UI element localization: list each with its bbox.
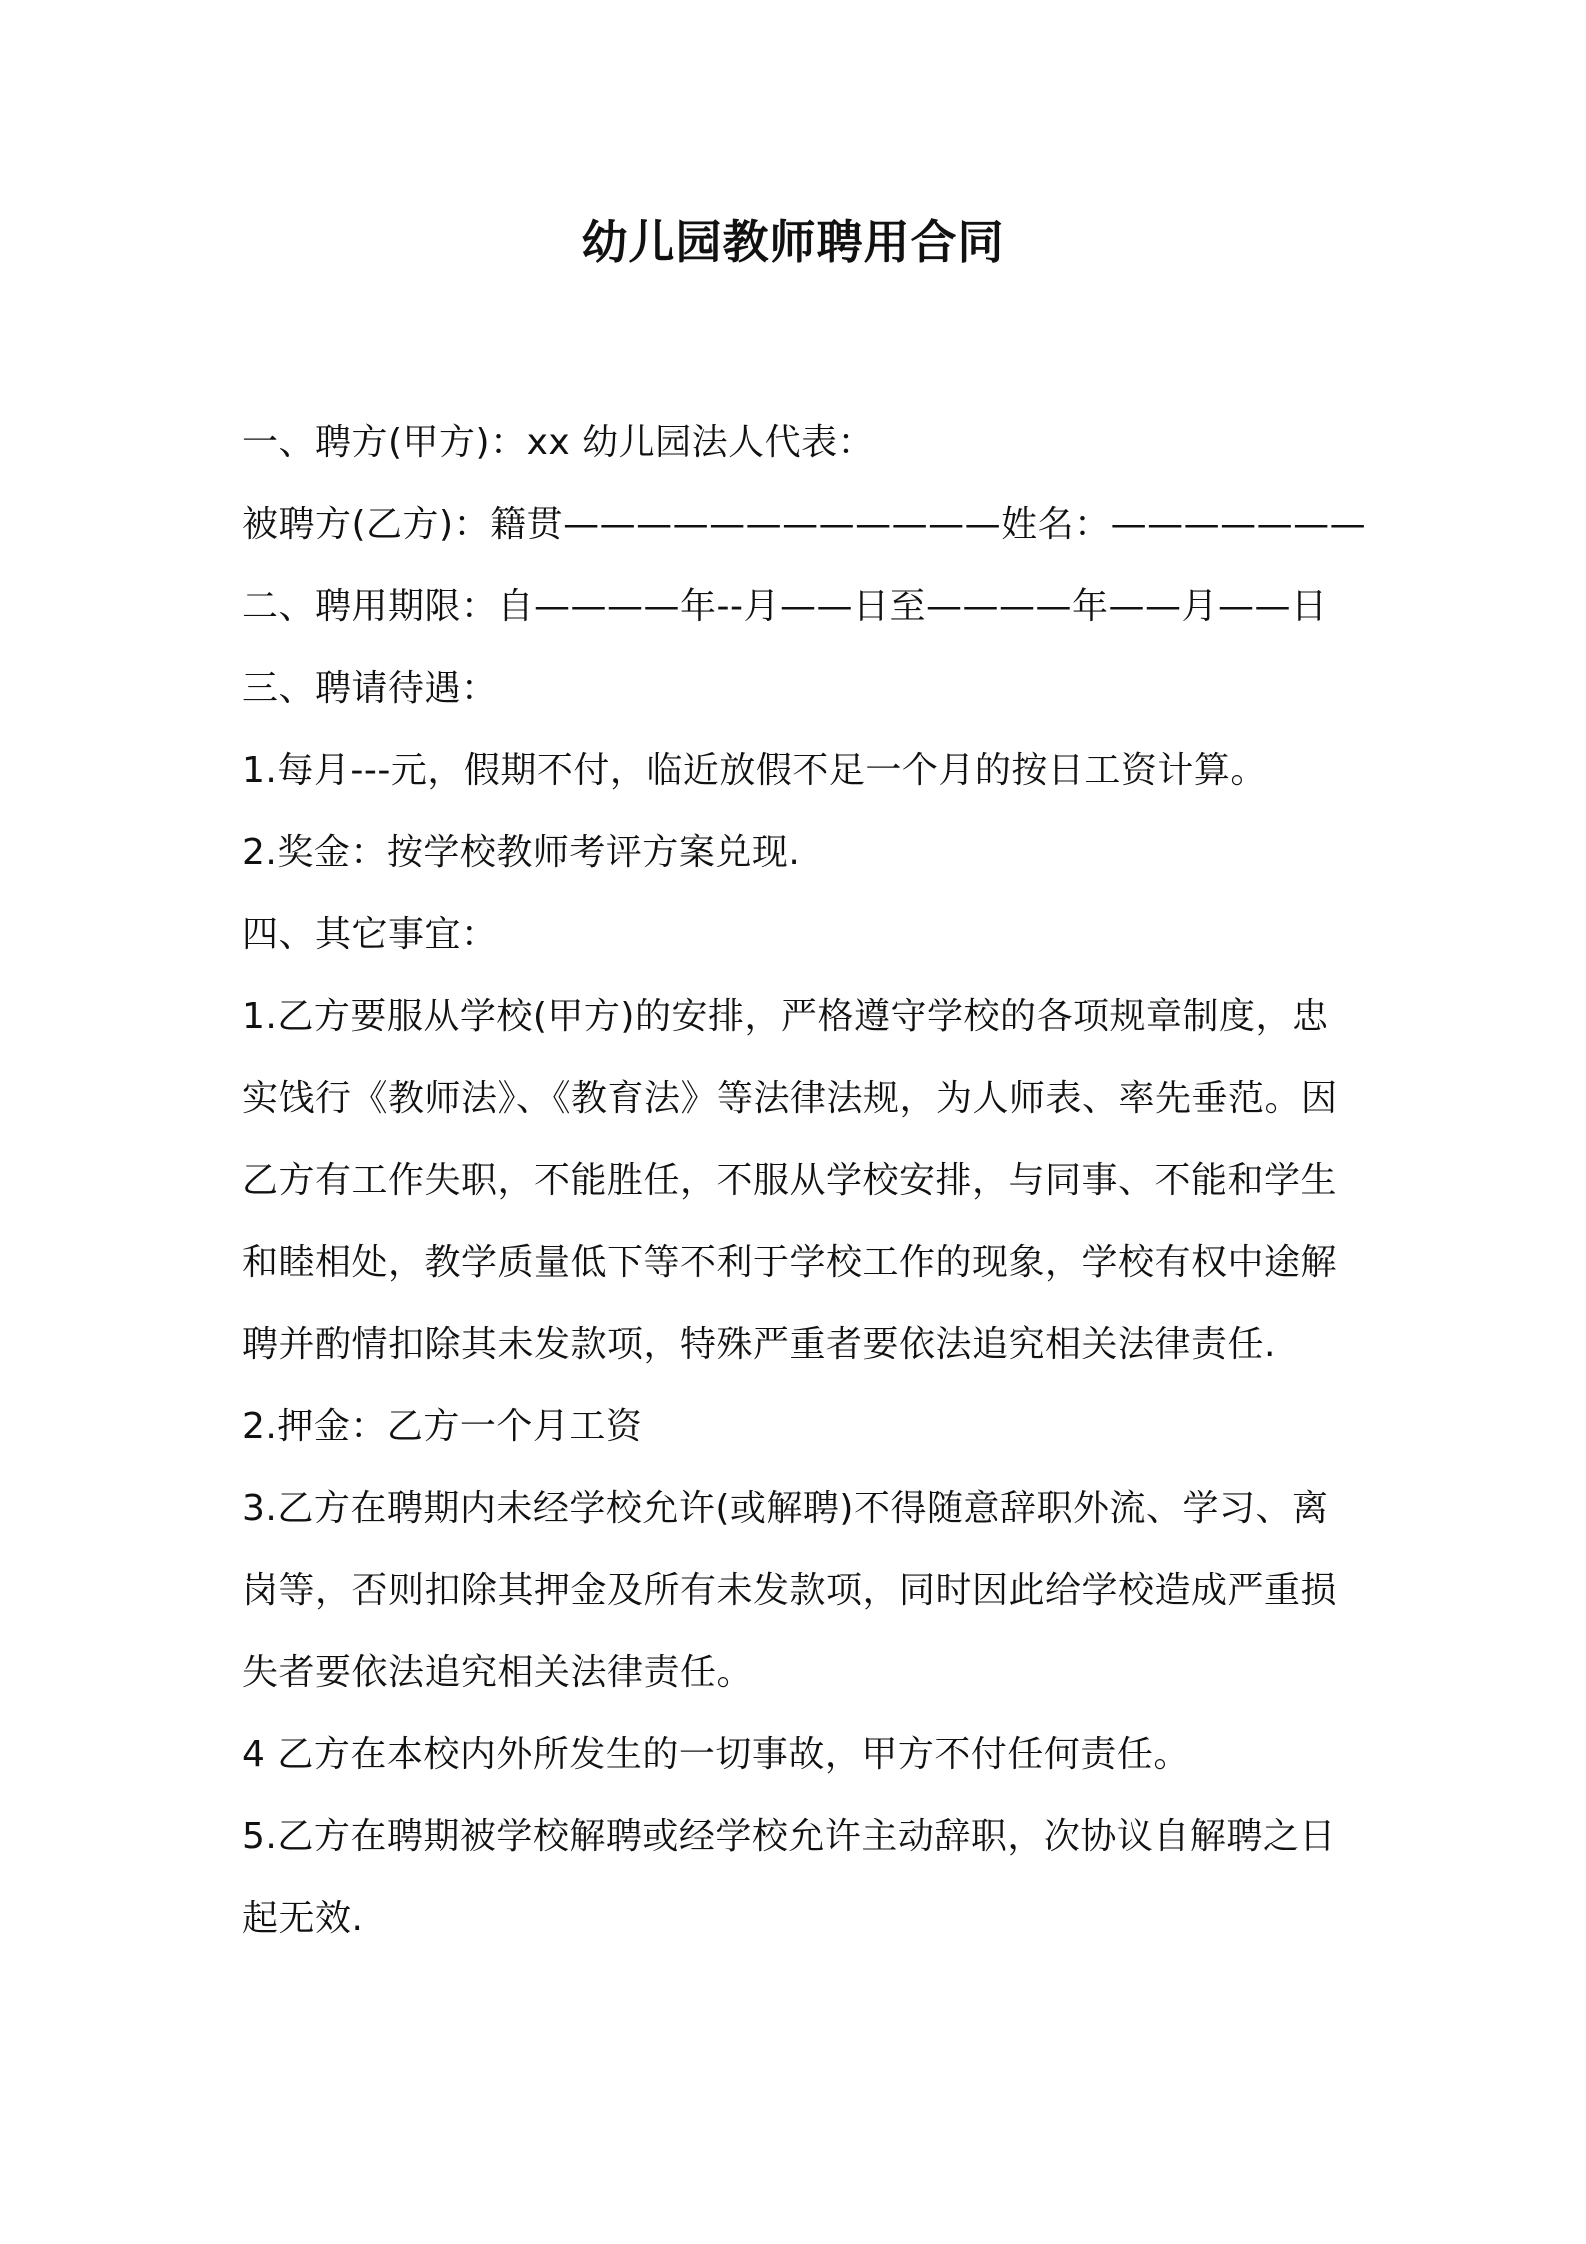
paragraph-line: 和睦相处，教学质量低下等不利于学校工作的现象，学校有权中途解	[242, 1242, 1338, 1283]
paragraph-line: 实饯行《教师法》、《教育法》等法律法规，为人师表、率先垂范。因	[242, 1078, 1338, 1119]
section-heading: 三、聘请待遇：	[242, 668, 498, 709]
paragraph-line: 2.押金：乙方一个月工资	[242, 1406, 643, 1447]
paragraph-line: 起无效.	[242, 1898, 364, 1939]
section-heading: 四、其它事宜：	[242, 914, 498, 955]
paragraph-line: 岗等，否则扣除其押金及所有未发款项，同时因此给学校造成严重损	[242, 1570, 1338, 1611]
paragraph-line: 乙方有工作失职，不能胜任，不服从学校安排，与同事、不能和学生	[242, 1160, 1338, 1201]
paragraph-line: 1.乙方要服从学校(甲方)的安排，严格遵守学校的各项规章制度，忠	[242, 996, 1329, 1037]
party-b-line: 被聘方(乙方)：籍贯————————————姓名：———————	[242, 504, 1367, 545]
paragraph-line: 聘并酌情扣除其未发款项，特殊严重者要依法追究相关法律责任.	[242, 1324, 1276, 1365]
party-a-line: 一、聘方(甲方)：xx 幼儿园法人代表：	[242, 422, 875, 463]
term-line: 二、聘用期限：自————年--月——日至————年——月——日	[242, 586, 1328, 627]
paragraph-line: 4 乙方在本校内外所发生的一切事故，甲方不付任何责任。	[242, 1734, 1190, 1775]
paragraph-line: 2.奖金：按学校教师考评方案兑现.	[242, 832, 801, 873]
paragraph-line: 5.乙方在聘期被学校解聘或经学校允许主动辞职，次协议自解聘之日	[242, 1816, 1336, 1857]
paragraph-line: 失者要依法追究相关法律责任。	[242, 1652, 754, 1693]
paragraph-line: 1.每月---元，假期不付，临近放假不足一个月的按日工资计算。	[242, 750, 1267, 791]
paragraph-line: 3.乙方在聘期内未经学校允许(或解聘)不得随意辞职外流、学习、离	[242, 1488, 1329, 1529]
document-title: 幼儿园教师聘用合同	[581, 215, 1005, 269]
